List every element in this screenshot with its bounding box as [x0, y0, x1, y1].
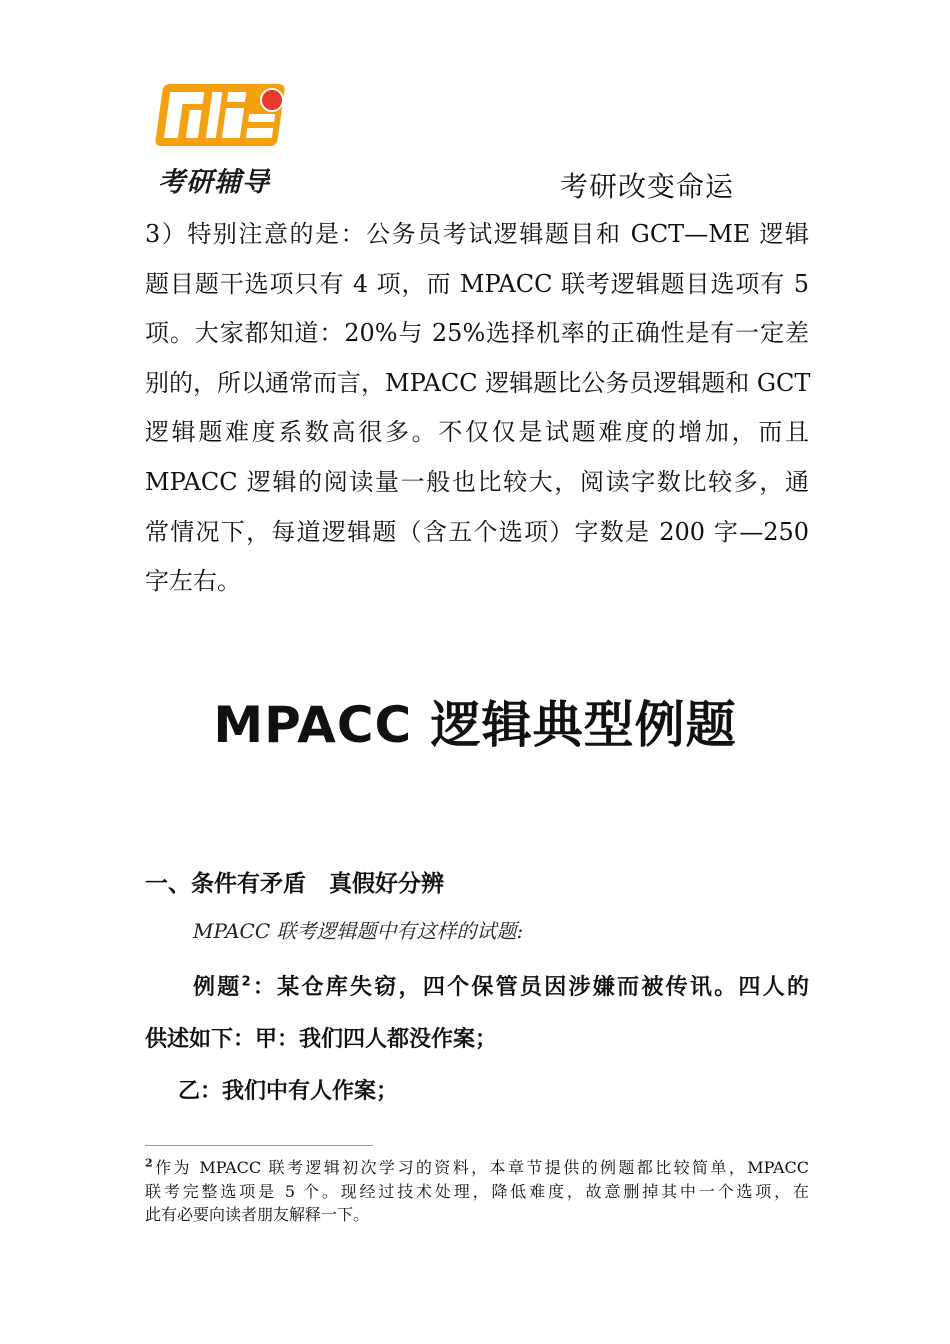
- footnote-ref[interactable]: 2: [241, 974, 251, 990]
- footnote-line: 此有必要向读者朋友解释一下。: [145, 1205, 370, 1224]
- body-line: 字左右。: [145, 567, 241, 596]
- example-block: [145, 962, 809, 1118]
- body-line: MPACC 逻辑的阅读量一般也比较大，阅读字数比较多，通: [145, 467, 809, 496]
- section-heading: 一、条件有矛盾 真假好分辨: [145, 871, 444, 897]
- footnote-marker: 2: [145, 1156, 153, 1170]
- body-line: 逻辑题难度系数高很多。不仅仅是试题难度的增加，而且: [145, 418, 809, 447]
- footnote: [145, 1156, 809, 1227]
- body-line: 3）特别注意的是：公务员考试逻辑题目和 GCT—ME 逻辑: [145, 220, 809, 248]
- footnote-line: 联考完整选项是 5 个。现经过技术处理，降低难度，故意删掉其中一个选项，在: [145, 1181, 809, 1201]
- section-intro: MPACC 联考逻辑题中有这样的试题:: [193, 919, 524, 943]
- example-line: 乙：我们中有人作案；: [178, 1079, 399, 1104]
- logo-caption: 考研辅导: [158, 167, 270, 198]
- page-title: MPACC 逻辑典型例题: [213, 696, 737, 754]
- body-line: 项。大家都知道：20%与 25%选择机率的正确性是有一定差: [145, 319, 809, 348]
- slogan: 考研改变命运: [560, 170, 735, 203]
- example-line: [145, 962, 809, 1014]
- footnote-divider: [145, 1145, 373, 1146]
- body-paragraph: [145, 210, 809, 607]
- example-label: 例题: [193, 975, 242, 1000]
- footnote-line: $^2$作为 MPACC 联考逻辑初次学习的资料，本章节提供的例题都比较简单，MPACC: [145, 1156, 809, 1177]
- body-line: 别的，所以通常而言，MPACC 逻辑题比公务员逻辑题和 GCT: [145, 368, 811, 397]
- example-line: 供述如下：甲：我们四人都没作案；: [145, 1027, 498, 1052]
- body-line: 常情况下，每道逻辑题（含五个选项）字数是 200 字—250: [145, 517, 809, 546]
- example-text: ：某仓库失窃，四个保管员因涉嫌而被传讯。四人的: [250, 975, 809, 1000]
- body-line: 题目题干选项只有 4 项，而 MPACC 联考逻辑题目选项有 5: [145, 269, 809, 298]
